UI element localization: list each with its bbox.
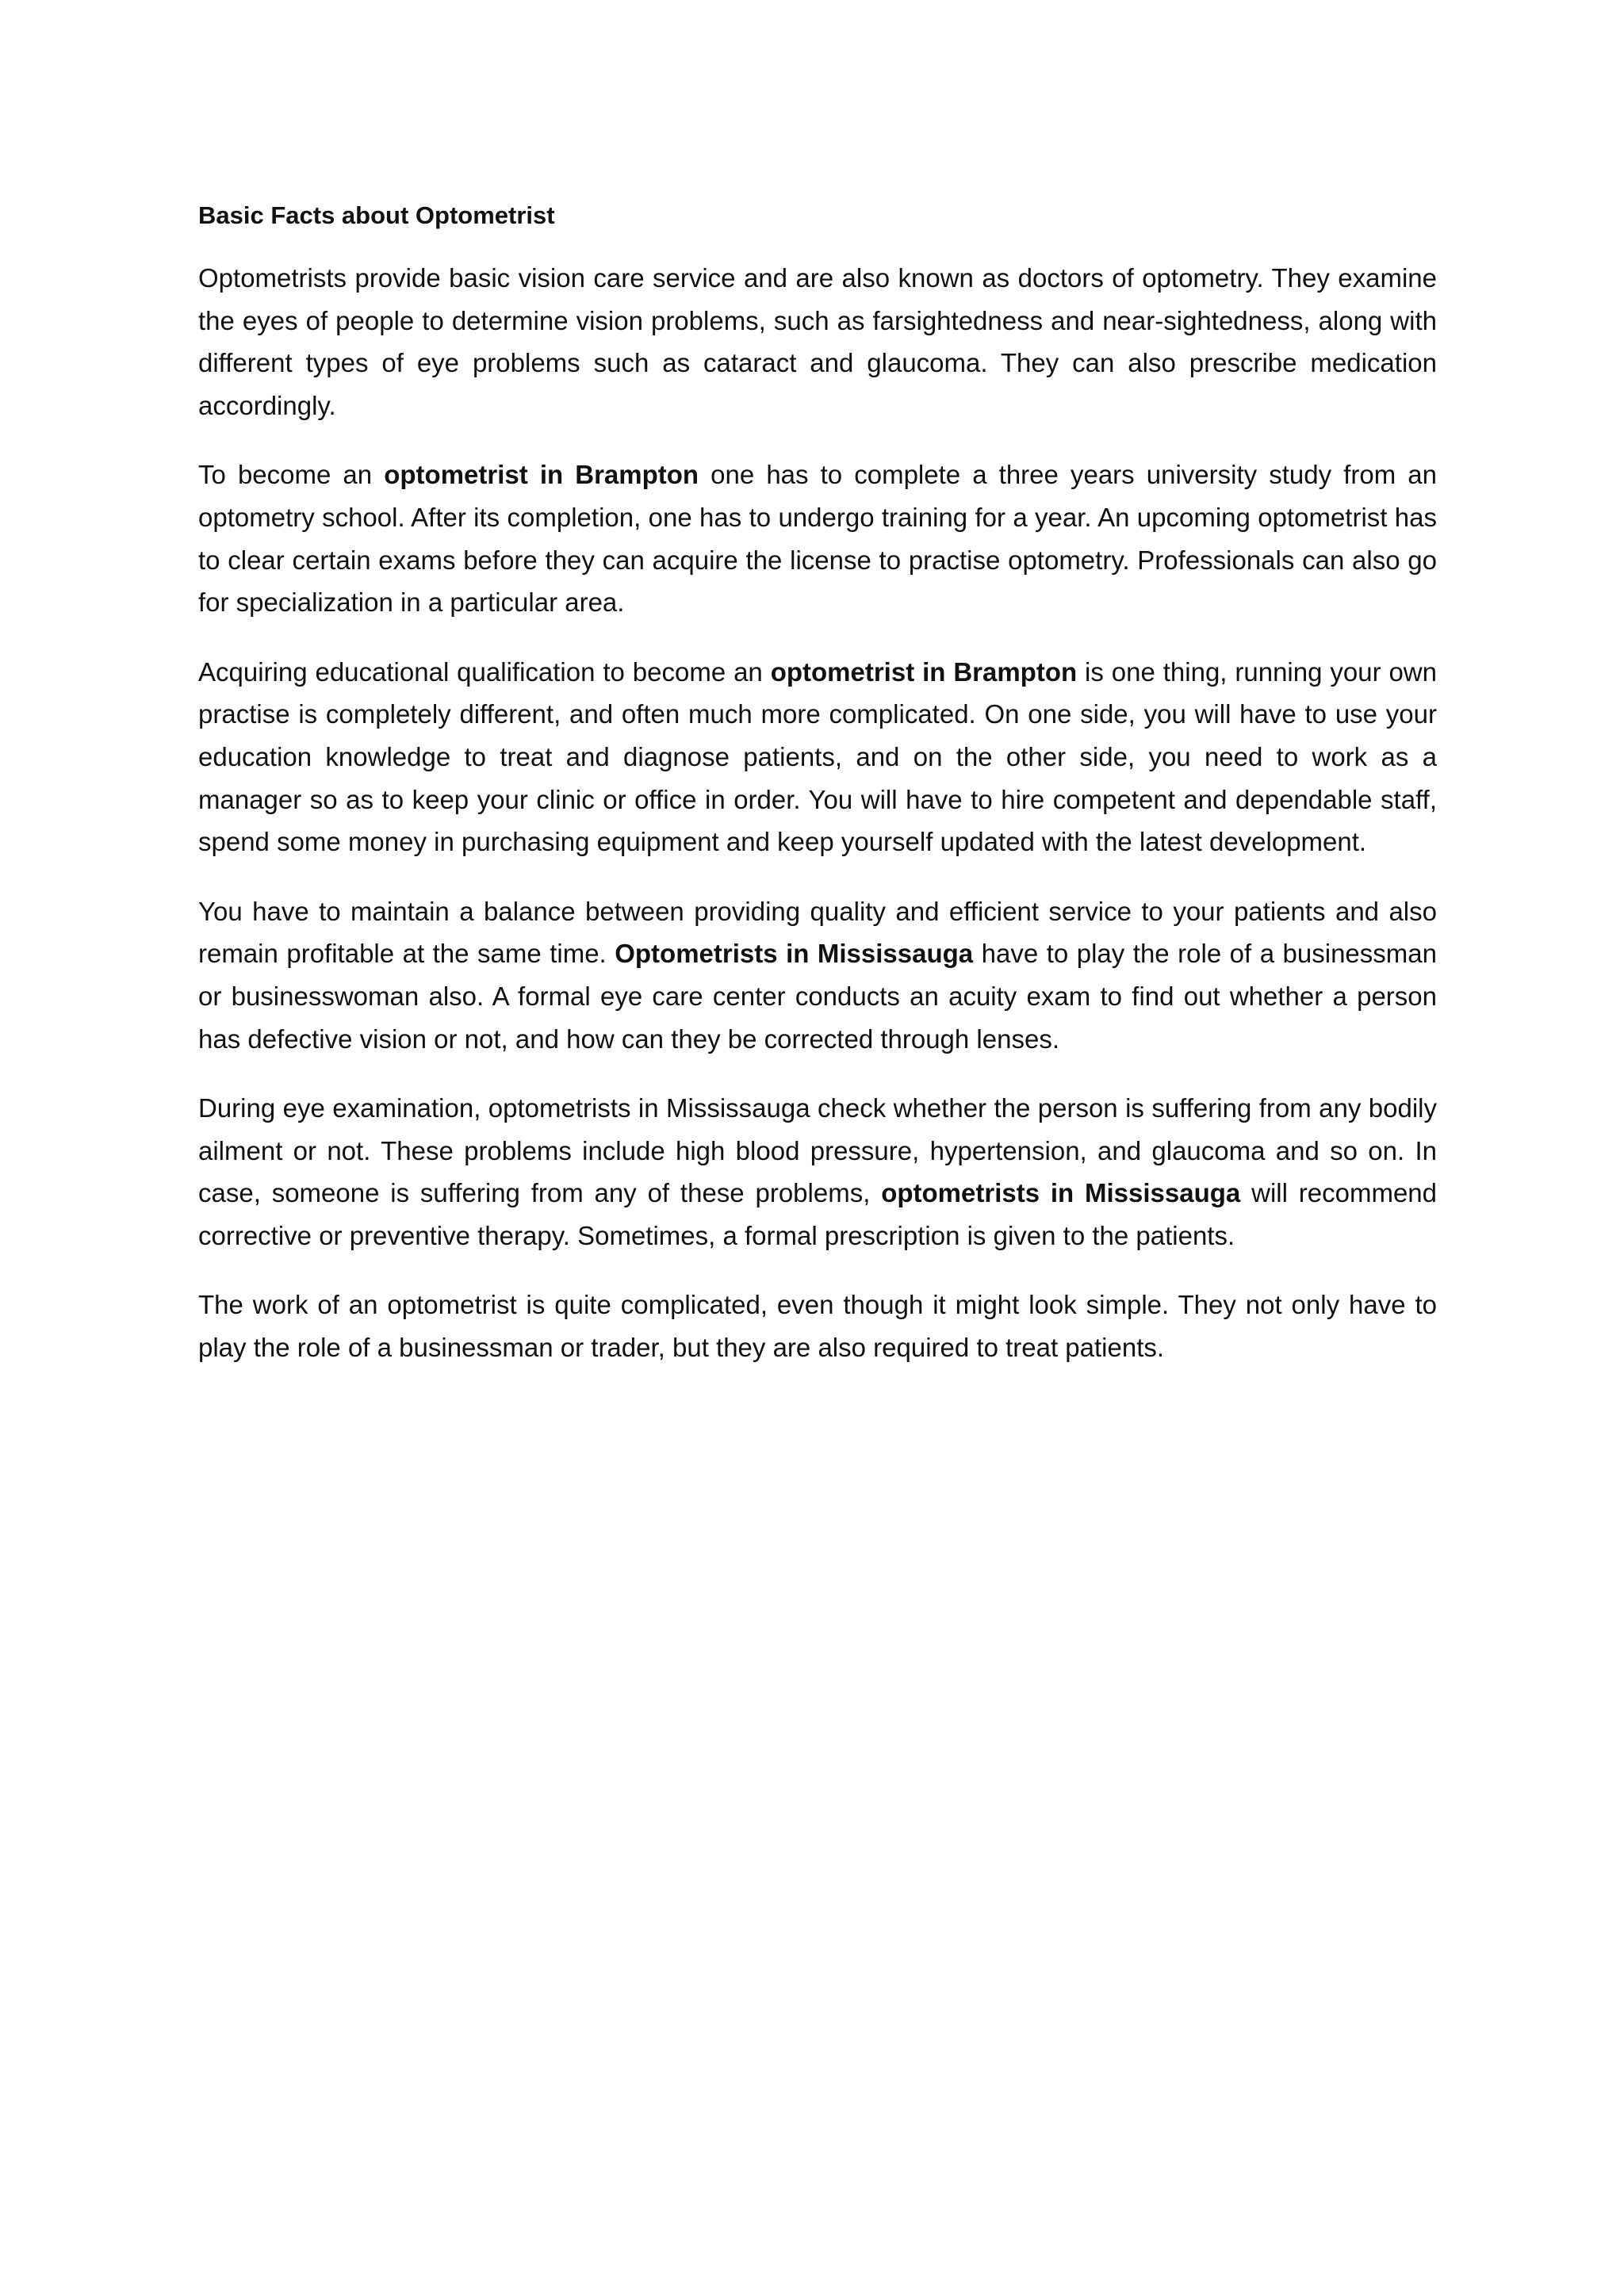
paragraph-text: Optometrists provide basic vision care service and are also known as doctors of optometry. They examine the eyes of people to determine vision problems, such as farsightedness and near-sightedness, along with different types of eye problems such as cataract and glaucoma. They can also prescribe medication accordingly. [198, 263, 1437, 420]
paragraph-text: will recommend corrective or preventive therapy. Sometimes, a formal prescription is given to the patients. [198, 1178, 1438, 1250]
paragraph [198, 257, 1437, 427]
paragraph-text: You have to maintain a balance between providing quality and efficient service to your patients and also remain profitable at the same time. [198, 896, 1437, 969]
paragraph-text: have to play the role of a businessman or businesswoman also. A formal eye care center conducts an acuity exam to find out whether a person has defective vision or not, and how can they be corrected through lenses. [198, 939, 1437, 1054]
paragraph-text: The work of an optometrist is quite complicated, even though it might look simple. They not only have to play the role of a businessman or trader, but they are also required to treat patients. [198, 1290, 1437, 1363]
bold-keyword: Optometrists in Mississauga [615, 939, 974, 969]
bold-keyword: optometrists in Mississauga [881, 1178, 1241, 1208]
bold-keyword: optometrist in Brampton [770, 656, 1078, 687]
paragraph-text: is one thing, running your own practise is completely different, and often much more complicated. On one side, you will have to use your education knowledge to treat and diagnose patients, and on the other side, you need to work as a manager so as to keep your clinic or office in order. You will have to hire competent and dependable staff, spend some money in purchasing equipment and keep yourself updated with the latest development. [198, 656, 1437, 857]
bold-keyword: optometrist in Brampton [384, 460, 699, 490]
paragraph-list [198, 257, 1437, 1369]
paragraph-text: To become an [198, 460, 385, 490]
paragraph [198, 1284, 1437, 1368]
document-title: Basic Facts about Optometrist [198, 201, 555, 229]
paragraph [198, 453, 1437, 623]
paragraph [198, 651, 1437, 863]
paragraph-text: During eye examination, optometrists in Mississauga check whether the person is suffering from any bodily ailment or not. These problems include high blood pressure, hypertension, and glaucoma and so on. In case, someone is suffering from any of these problems, [198, 1093, 1437, 1208]
paragraph [198, 890, 1437, 1060]
paragraph-text: Acquiring educational qualification to become an [198, 656, 771, 687]
paragraph [198, 1087, 1437, 1257]
paragraph-text: one has to complete a three years university study from an optometry school. After its completion, one has to undergo training for a year. An upcoming optometrist has to clear certain exams before they can acquire the license to practise optometry. Professionals can also go for specialization in a particular area. [198, 460, 1437, 618]
document-body [198, 198, 1437, 1396]
